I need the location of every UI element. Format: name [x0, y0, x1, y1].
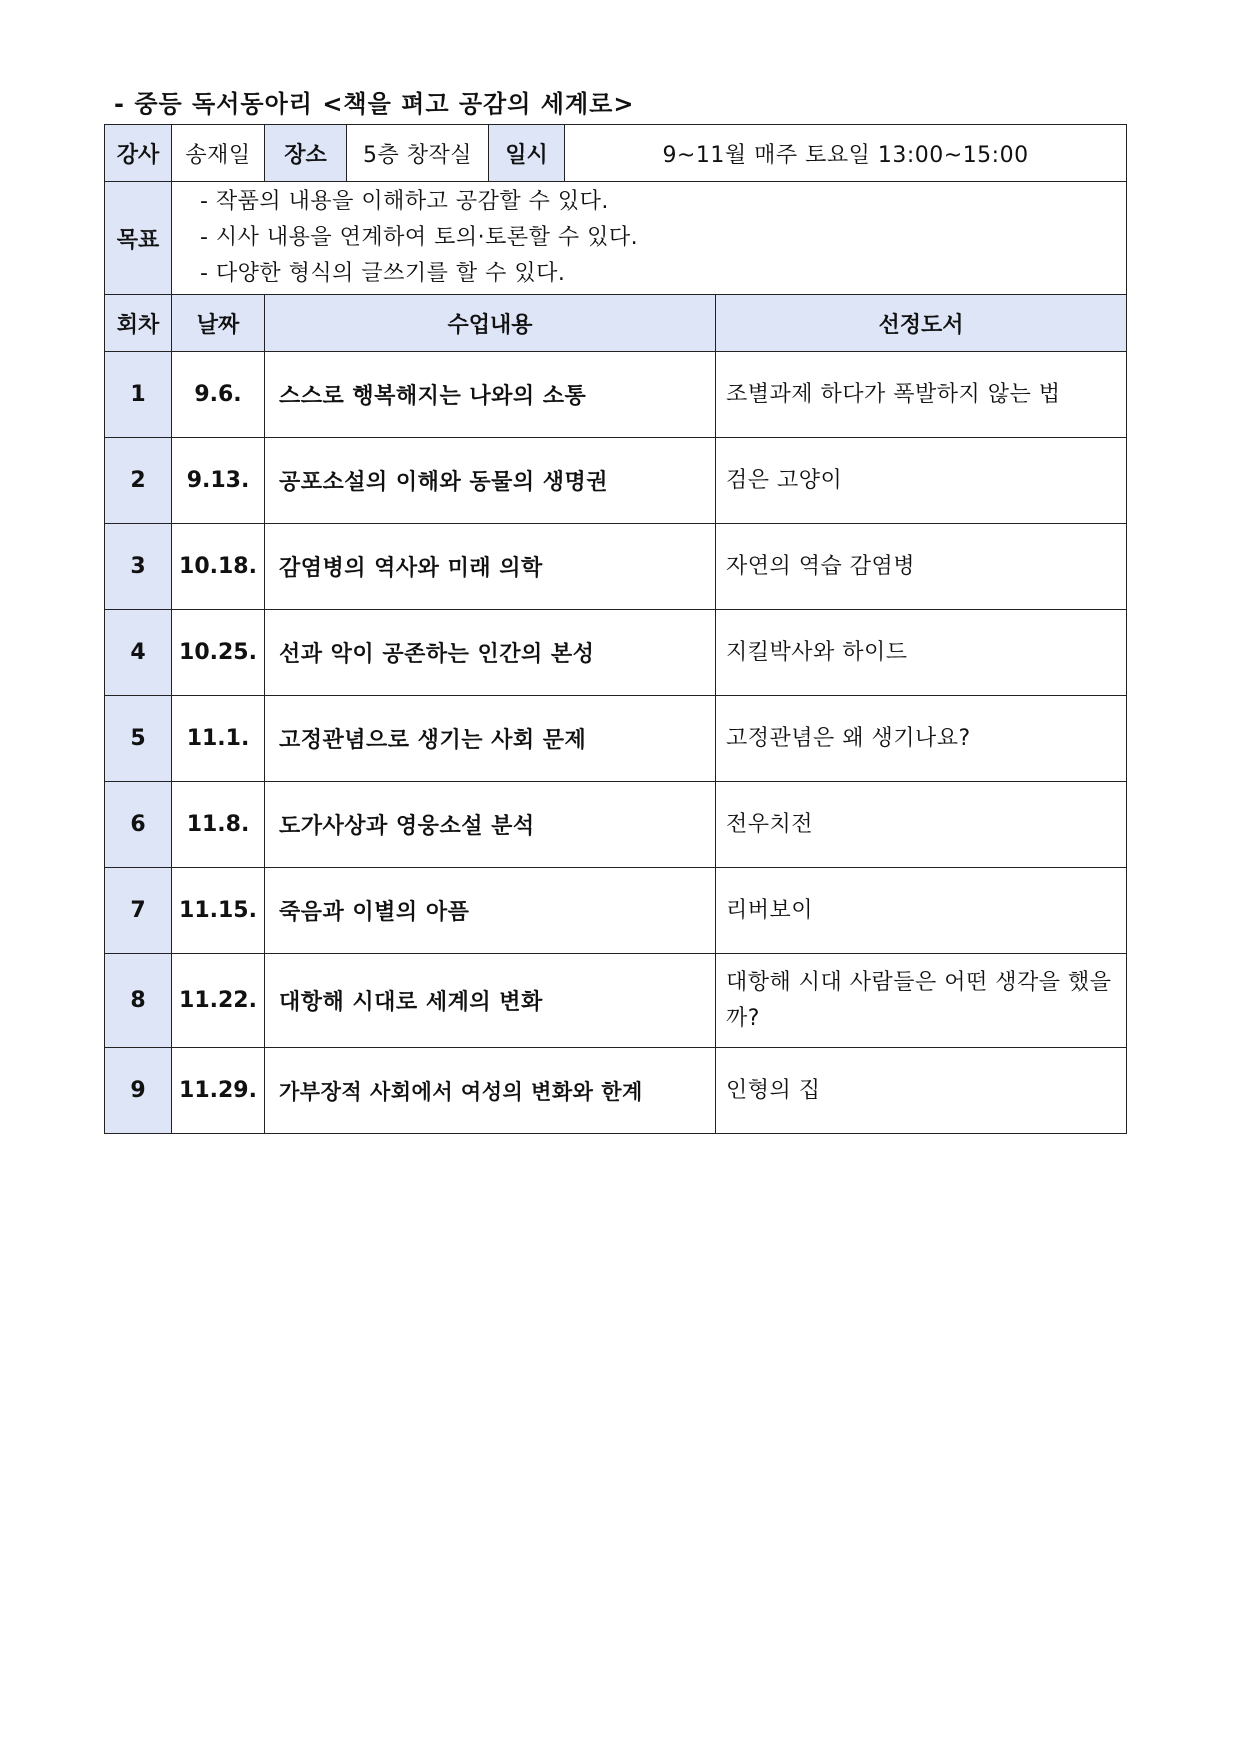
- session-topic: 스스로 행복해지는 나와의 소통: [265, 352, 716, 438]
- session-number: 7: [105, 868, 172, 954]
- session-number: 2: [105, 438, 172, 524]
- goals-label: 목표: [105, 182, 172, 295]
- session-topic: 감염병의 역사와 미래 의학: [265, 524, 716, 610]
- instructor-label: 강사: [105, 125, 172, 182]
- session-topic: 도가사상과 영웅소설 분석: [265, 782, 716, 868]
- schedule-value: 9~11월 매주 토요일 13:00~15:00: [565, 125, 1127, 182]
- goal-item: - 다양한 형식의 글쓰기를 할 수 있다.: [200, 261, 566, 286]
- session-number: 1: [105, 352, 172, 438]
- table-row: [105, 610, 1127, 696]
- goals-list: [172, 182, 1127, 295]
- table-row: [105, 524, 1127, 610]
- place-value: 5층 창작실: [347, 125, 489, 182]
- session-date: 10.25.: [172, 610, 265, 696]
- session-date: 9.6.: [172, 352, 265, 438]
- instructor-value: 송재일: [172, 125, 265, 182]
- session-number: 8: [105, 954, 172, 1048]
- goal-item: - 작품의 내용을 이해하고 공감할 수 있다.: [200, 189, 609, 214]
- table-row: [105, 1048, 1127, 1134]
- program-table: [104, 124, 1127, 1134]
- column-header-row: [105, 295, 1127, 352]
- table-row: [105, 352, 1127, 438]
- session-topic: 공포소설의 이해와 동물의 생명권: [265, 438, 716, 524]
- session-number: 5: [105, 696, 172, 782]
- column-header-date: 날짜: [172, 295, 265, 352]
- schedule-label: 일시: [489, 125, 565, 182]
- session-date: 11.1.: [172, 696, 265, 782]
- session-number: 4: [105, 610, 172, 696]
- session-date: 9.13.: [172, 438, 265, 524]
- table-row: [105, 954, 1127, 1048]
- table-row: [105, 438, 1127, 524]
- table-row: [105, 696, 1127, 782]
- session-book: 검은 고양이: [716, 438, 1127, 524]
- page-title: - 중등 독서동아리 <책을 펴고 공감의 세계로>: [114, 90, 635, 118]
- table-row: [105, 782, 1127, 868]
- session-topic: 가부장적 사회에서 여성의 변화와 한계: [265, 1048, 716, 1134]
- session-book: 고정관념은 왜 생기나요?: [716, 696, 1127, 782]
- goal-item: - 시사 내용을 연계하여 토의·토론할 수 있다.: [200, 225, 639, 250]
- session-book: 전우치전: [716, 782, 1127, 868]
- column-header-content: 수업내용: [265, 295, 716, 352]
- session-date: 11.29.: [172, 1048, 265, 1134]
- session-book: 자연의 역습 감염병: [716, 524, 1127, 610]
- session-topic: 대항해 시대로 세계의 변화: [265, 954, 716, 1048]
- session-date: 11.8.: [172, 782, 265, 868]
- info-row: [105, 125, 1127, 182]
- column-header-session: 회차: [105, 295, 172, 352]
- session-topic: 선과 악이 공존하는 인간의 본성: [265, 610, 716, 696]
- session-topic: 고정관념으로 생기는 사회 문제: [265, 696, 716, 782]
- session-book: 리버보이: [716, 868, 1127, 954]
- place-label: 장소: [265, 125, 347, 182]
- session-date: 11.15.: [172, 868, 265, 954]
- session-book: 대항해 시대 사람들은 어떤 생각을 했을까?: [716, 954, 1127, 1048]
- column-header-book: 선정도서: [716, 295, 1127, 352]
- session-number: 3: [105, 524, 172, 610]
- session-book: 조별과제 하다가 폭발하지 않는 법: [716, 352, 1127, 438]
- session-topic: 죽음과 이별의 아픔: [265, 868, 716, 954]
- table-row: [105, 868, 1127, 954]
- session-book: 지킬박사와 하이드: [716, 610, 1127, 696]
- session-book: 인형의 집: [716, 1048, 1127, 1134]
- session-number: 9: [105, 1048, 172, 1134]
- session-date: 10.18.: [172, 524, 265, 610]
- session-number: 6: [105, 782, 172, 868]
- session-date: 11.22.: [172, 954, 265, 1048]
- goals-row: [105, 182, 1127, 295]
